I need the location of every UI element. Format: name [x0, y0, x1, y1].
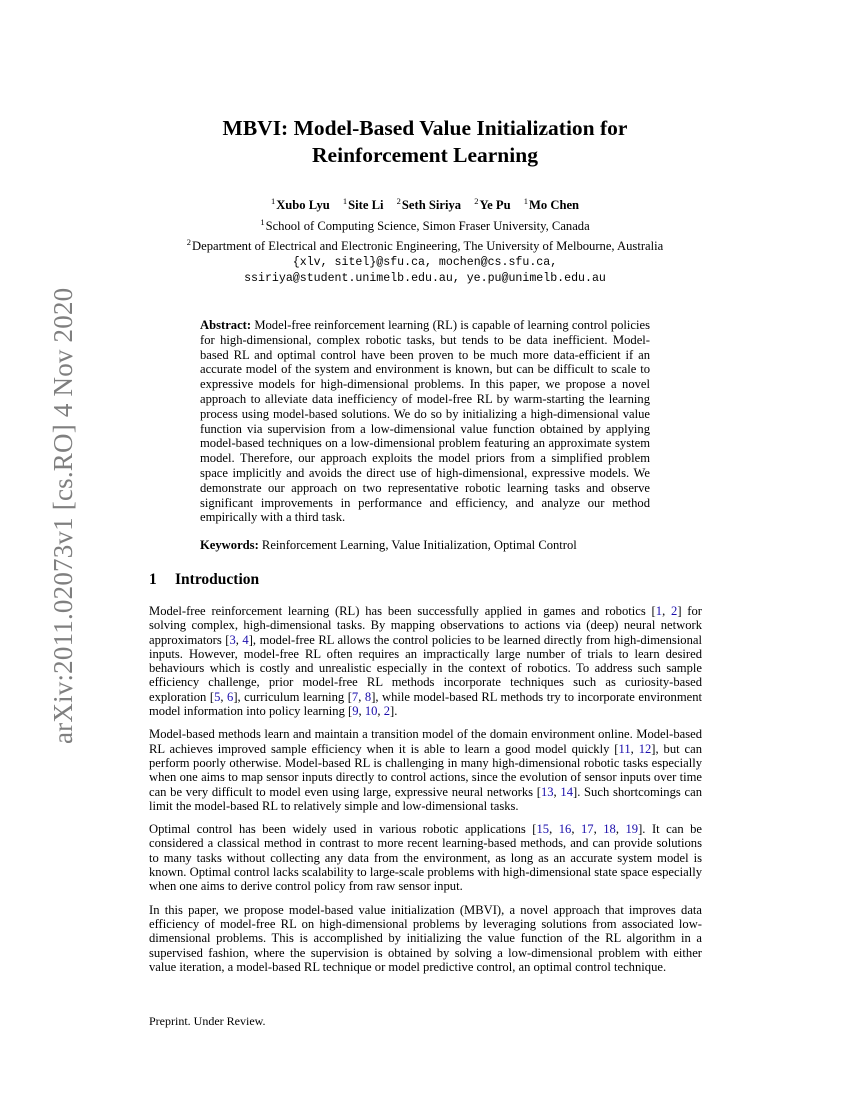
author	[397, 198, 461, 212]
author-sup: 1	[342, 196, 348, 206]
arxiv-stamp-text[interactable]: arXiv:2011.02073v1 [cs.RO] 4 Nov 2020	[48, 287, 78, 744]
text-run: ,	[235, 632, 243, 647]
section-body	[149, 604, 702, 983]
author	[271, 198, 330, 212]
author	[343, 198, 384, 212]
citation-link[interactable]: 10	[364, 704, 378, 719]
text-run: ,	[615, 822, 626, 837]
author-name: Xubo Lyu	[276, 198, 330, 212]
citation-link[interactable]: 1	[655, 604, 663, 618]
keywords-label: Keywords:	[200, 538, 259, 552]
citation-link[interactable]: 15	[536, 822, 550, 837]
paper-title	[150, 115, 700, 169]
text-run: ], but can perform poorly otherwise. Model-based RL is challenging in many high-dimensional robotic tasks especially when one aims to map sensor inputs directly to control actions, since the evolution of sensor inputs over time can be very difficult to model even using large, expressive neural networks [	[149, 741, 703, 799]
citation-link[interactable]: 6	[227, 689, 234, 704]
text-run: ,	[377, 704, 384, 719]
text-run: Optimal control has been widely used in various robotic applications [	[149, 822, 537, 837]
citation-link[interactable]: 13	[540, 784, 554, 799]
citation-link[interactable]: 9	[352, 704, 359, 719]
keywords	[200, 538, 660, 553]
text-run: ,	[593, 822, 604, 837]
citation-link[interactable]: 18	[603, 822, 616, 837]
text-run: ,	[358, 704, 365, 719]
author-name: Seth Siriya	[401, 198, 462, 212]
affiliation-sup: 1	[260, 216, 265, 227]
title-line-2: Reinforcement Learning	[312, 143, 538, 167]
text-run: ,	[571, 822, 581, 837]
section-heading	[149, 571, 259, 589]
keywords-text: Reinforcement Learning, Value Initialization, Optimal Control	[261, 538, 577, 552]
text-run: ], curriculum learning [	[233, 689, 352, 704]
text-run: ,	[220, 689, 228, 704]
section-title: Introduction	[175, 571, 260, 588]
citation-link[interactable]: 7	[351, 689, 359, 704]
author-block	[100, 193, 750, 288]
author-sup: 2	[474, 196, 479, 206]
citation-link[interactable]: 2	[383, 704, 390, 719]
title-line-1: MBVI: Model-Based Value Initialization for	[222, 116, 628, 140]
author-name: Mo Chen	[529, 198, 580, 212]
citation-link[interactable]: 5	[214, 689, 221, 704]
author-sup: 1	[270, 196, 276, 206]
text-run: ], while model-based RL methods try to incorporate environment model information into policy learning [	[149, 689, 703, 719]
citation-link[interactable]: 8	[364, 689, 372, 704]
author	[524, 198, 579, 212]
paragraph-1	[149, 604, 702, 718]
citation-link[interactable]: 3	[229, 632, 236, 647]
abstract-text: Model-free reinforcement learning (RL) is capable of learning control policies for high-dimensional, complex robotic tasks, but tends to be data inefficient. Model-based RL and optimal control have been proven to be much more data-efficient if an accurate model of the system and environment is known, but can be difficult to scale to expressive models for high-dimensional problems. In this paper, we propose a novel approach to alleviate data inefficiency of model-free RL by warm-starting the learning process using model-based solutions. We do so by initializing a high-dimensional value function via supervision from a low-dimensional value function obtained by applying model-based techniques on a low-dimensional problem featuring an approximate system model. Therefore, our approach exploits the model priors from a simplified problem space implicitly and avoids the direct use of high-dimensional, expressive models. We demonstrate our approach on two representative robotic learning tasks and observe significant improvements in performance and efficiency, and analyze our method empirically with a third task.	[200, 318, 650, 525]
text-run: ,	[662, 604, 672, 618]
section-number: 1	[149, 571, 157, 588]
affiliation-text: Department of Electrical and Electronic Engineering, The University of Melbourne, Australia	[192, 239, 664, 253]
author-sup: 1	[523, 196, 529, 206]
footer-note: Preprint. Under Review.	[149, 1014, 266, 1028]
text-run: ,	[549, 822, 559, 837]
emails-line-1: {xlv, sitel}@sfu.ca, mochen@cs.sfu.ca,	[292, 255, 558, 269]
citation-link[interactable]: 19	[625, 822, 639, 837]
abstract	[200, 318, 650, 525]
text-run: ].	[390, 704, 398, 719]
text-run: ] for solving complex, high-dimensional tasks. By mapping observations to actions via (deep) neural network approximators [	[149, 604, 702, 647]
paragraph-2	[149, 727, 702, 813]
text-run: ]. It can be considered a classical method in contrast to more recent learning-based methods, and can provide solutions to many tasks without collecting any data from the environment, as long as an accurate system model is known. Optimal control lacks scalability to large-scale problems with high-dimensional state space especially when one aims to derive control policy from raw sensor input.	[149, 822, 703, 894]
author-name: Ye Pu	[479, 198, 511, 212]
text-run: ], model-free RL allows the control policies to be learned directly from high-dimensional inputs. However, model-free RL often requires an impractically large number of trials to learn desired behaviours which is costly and unrealistic especially in the context of robotics. To address such sample efficiency challenge, prior model-free RL methods incorporate techniques such as curiosity-based exploration [	[149, 632, 702, 704]
text-run: Model-based methods learn and maintain a transition model of the domain environment online. Model-based RL achieves improved sample efficiency when it is able to learn a good model quickly [	[149, 727, 702, 756]
text-run: ,	[358, 689, 365, 704]
abstract-label: Abstract:	[200, 318, 252, 332]
author-name: Site Li	[348, 198, 384, 212]
text-run: Model-free reinforcement learning (RL) has been successfully applied in games and robotics [	[149, 604, 656, 618]
author	[474, 198, 510, 212]
text-run: ,	[553, 784, 561, 799]
text-run: ]. Such shortcomings can limit the model-based RL to relatively simple and low-dimensional tasks.	[149, 784, 702, 813]
citation-link[interactable]: 16	[558, 822, 572, 837]
paragraph-4: In this paper, we propose model-based value initialization (MBVI), a novel approach that improves data efficiency of model-free RL on high-dimensional problems by leveraging solutions from associated low-dimensional problems. This is accomplished by initializing the value function of the RL algorithm in a supervised fashion, where the supervision is obtained by solving a low-dimensional problem with either value iteration, a model-based RL technique or model predictive control, an optimal control technique.	[149, 902, 702, 974]
citation-link[interactable]: 2	[671, 604, 678, 618]
author-names	[100, 193, 750, 214]
arxiv-stamp	[18, 287, 78, 775]
text-run: ,	[630, 741, 639, 756]
citation-link[interactable]: 12	[638, 741, 652, 756]
citation-link[interactable]: 4	[242, 632, 249, 647]
citation-link[interactable]: 14	[560, 784, 573, 799]
citation-link[interactable]: 17	[581, 822, 594, 837]
paragraph-3	[149, 822, 702, 893]
affiliation-sup: 2	[186, 237, 192, 247]
affiliation-text: School of Computing Science, Simon Fraser University, Canada	[265, 218, 590, 233]
citation-link[interactable]: 11	[618, 741, 631, 756]
affiliation-1	[100, 214, 750, 235]
emails-line-2: ssiriya@student.unimelb.edu.au, ye.pu@unimelb.edu.au	[244, 272, 606, 285]
author-sup: 2	[396, 196, 401, 206]
affiliation-2	[100, 234, 750, 255]
